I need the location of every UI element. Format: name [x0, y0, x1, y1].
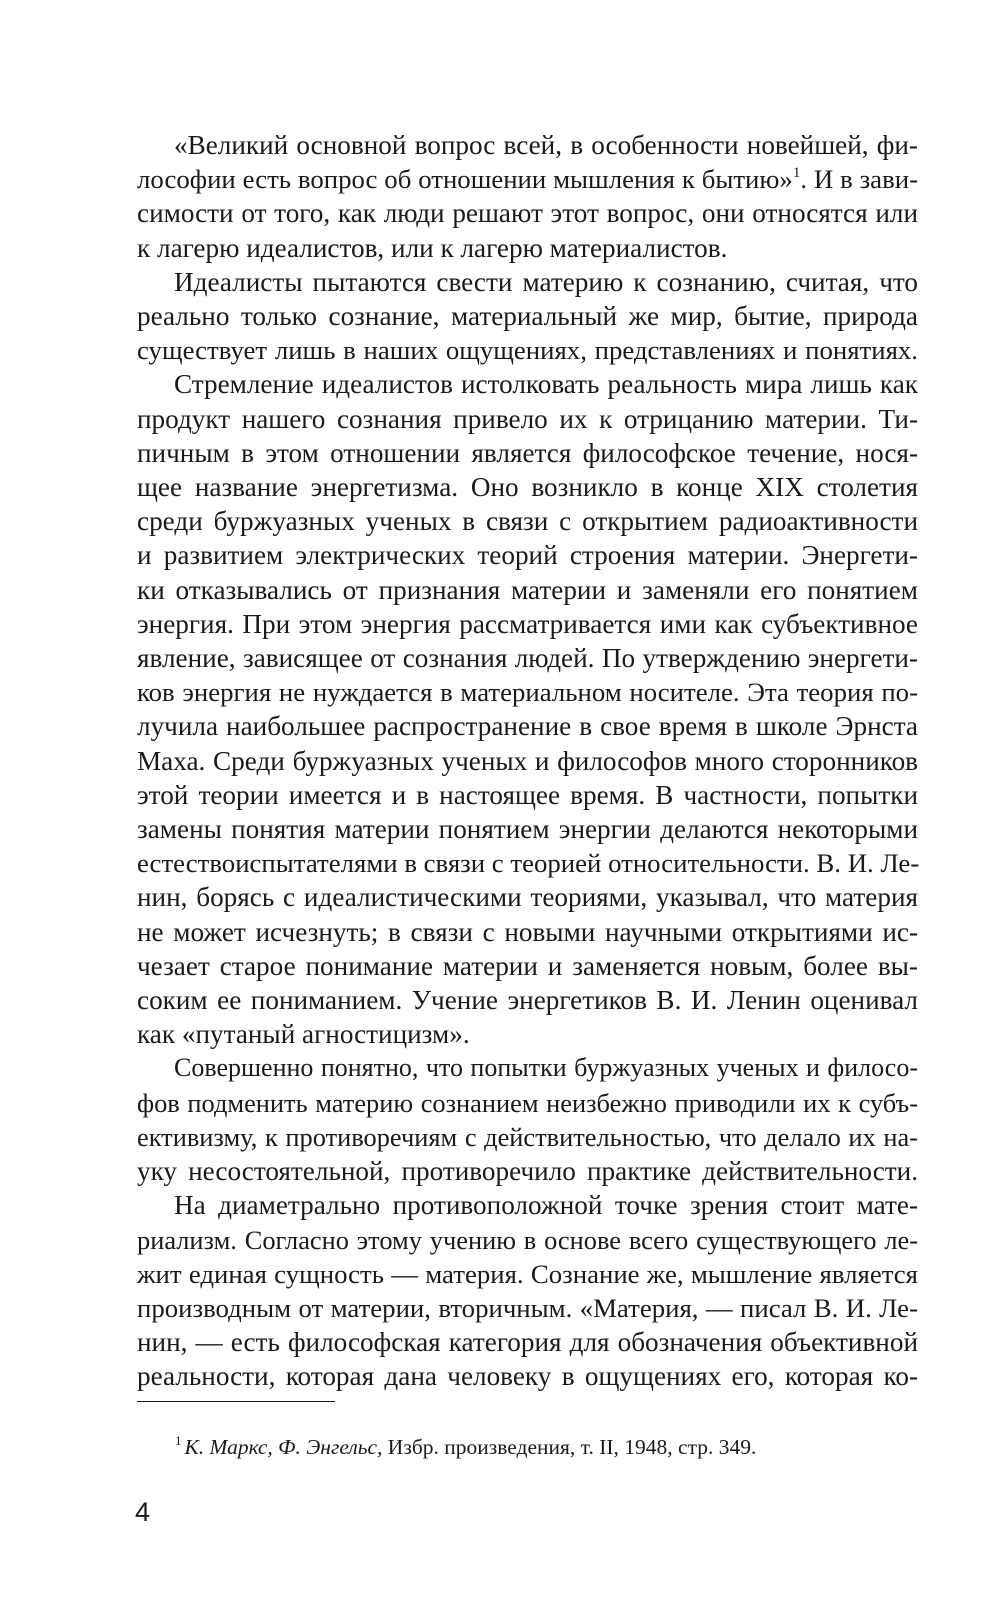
text-line: риализм. Согласно этому учению в основе всего существующего ле-	[137, 1224, 918, 1255]
text-line: существует лишь в наших ощущениях, представлениях и понятиях.	[137, 335, 918, 366]
text-line: ективизму, к противоречиям с действительностью, что делало их на-	[137, 1121, 918, 1152]
text-line-with-footnote	[137, 162, 918, 196]
page-number: 4	[135, 1497, 151, 1527]
text-line: как «путаный агностицизм».	[137, 1019, 470, 1050]
text-line: Совершенно понятно, что попытки буржуазных ученых и филосо-	[174, 1053, 918, 1083]
text-line: энергия. При этом энергия рассматривается ими как субъективное	[137, 608, 918, 639]
text-line: реальности, которая дана человеку в ощущениях его, которая ко-	[137, 1361, 918, 1392]
text-line: не может исчезнуть; в связи с новыми научными открытиями ис-	[137, 916, 918, 947]
footnote-divider	[137, 1401, 335, 1402]
text-line: На диаметрально противоположной точке зрения стоит мате-	[174, 1190, 918, 1221]
text-line: жит единая сущность — материя. Сознание же, мышление является	[137, 1258, 918, 1289]
text-line: лучила наибольшее распространение в свое время в школе Эрнста	[137, 711, 918, 742]
text-line: производным от материи, вторичным. «Материя, — писал В. И. Ле-	[137, 1292, 918, 1323]
text-line: «Великий основной вопрос всей, в особенности новейшей, фи-	[174, 130, 918, 160]
text-line: Идеалисты пытаются свести материю к сознанию, считая, что	[174, 266, 918, 297]
text-line: реально только сознание, материальный же мир, бытие, природа	[137, 301, 918, 332]
text-line: к лагерю идеалистов, или к лагерю материалистов.	[137, 232, 728, 263]
footnote-reference[interactable]: 1	[792, 165, 801, 182]
text-line: нин, — есть философская категория для обозначения объективной	[137, 1327, 918, 1358]
text-segment: лософии есть вопрос об отношении мышления к бытию»	[137, 164, 793, 195]
text-line: щее название энергетизма. Оно возникло в конце XIX столетия	[137, 472, 918, 503]
footnote-marker: 1	[175, 1433, 182, 1448]
footnote-text: Избр. произведения, т. II, 1948, стр. 349.	[382, 1435, 757, 1459]
text-line: ков энергия не нуждается в материальном носителе. Эта теория по-	[137, 677, 918, 708]
footnote	[175, 1434, 756, 1460]
footnote-authors: К. Маркс, Ф. Энгельс,	[184, 1435, 383, 1459]
text-line: среди буржуазных ученых в связи с открытием радиоактивности	[137, 506, 918, 537]
text-line: этой теории имеется и в настоящее время. В частности, попытки	[137, 779, 918, 810]
text-line: уку несостоятельной, противоречило практике действительности.	[137, 1156, 918, 1187]
text-line: ки отказывались от признания материи и заменяли его понятием	[137, 574, 918, 605]
text-line: симости от того, как люди решают этот вопрос, они относятся или	[137, 198, 918, 229]
text-line: пичным в этом отношении является философское течение, нося-	[137, 437, 918, 468]
text-line: Стремление идеалистов истолковать реальность мира лишь как	[174, 369, 918, 400]
text-line: Маха. Среди буржуазных ученых и философов много сторонников	[137, 745, 918, 776]
text-line: фов подменить материю сознанием неизбежно приводили их к субъ-	[137, 1087, 918, 1118]
text-line: естествоиспытателями в связи с теорией относительности. В. И. Ле-	[137, 848, 920, 879]
text-line: продукт нашего сознания привело их к отрицанию материи. Ти-	[137, 403, 918, 434]
body-text	[137, 128, 918, 1394]
text-line: соким ее пониманием. Учение энергетиков В. И. Ленин оценивал	[137, 985, 918, 1016]
text-line: явление, зависящее от сознания людей. По утверждению энергети-	[137, 643, 918, 674]
text-line: чезает старое понимание материи и заменяется новым, более вы-	[137, 950, 918, 981]
text-segment: . И в зави-	[800, 164, 918, 195]
text-line: нин, борясь с идеалистическими теориями, указывал, что материя	[137, 882, 918, 913]
text-line: замены понятия материи понятием энергии делаются некоторыми	[137, 814, 918, 845]
text-line: и развитием электрических теорий строения материи. Энергети-	[137, 540, 918, 571]
